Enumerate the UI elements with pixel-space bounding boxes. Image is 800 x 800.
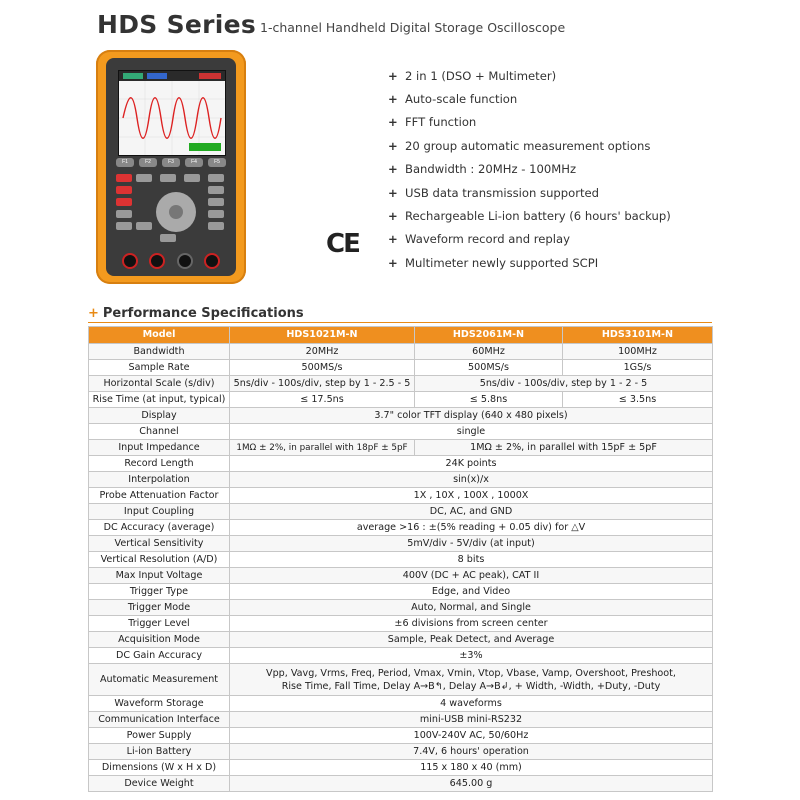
table-row (89, 600, 713, 616)
table-row (89, 440, 713, 456)
table-cell: 1MΩ ± 2%, in parallel with 18pF ± 5pF (230, 440, 415, 456)
plus-icon: + (388, 185, 398, 200)
table-cell (230, 664, 713, 696)
row-label: Trigger Level (89, 616, 230, 632)
section-heading: + Performance Specifications (88, 306, 304, 321)
plus-icon: + (388, 138, 398, 153)
table-row (89, 632, 713, 648)
table-row (89, 392, 713, 408)
row-label: Trigger Type (89, 584, 230, 600)
table-cell: 645.00 g (230, 776, 713, 792)
row-label: Power Supply (89, 728, 230, 744)
table-cell: 500MS/s (415, 360, 563, 376)
device-key (116, 186, 132, 194)
table-row (89, 776, 713, 792)
row-label: Device Weight (89, 776, 230, 792)
plus-icon: + (388, 209, 398, 224)
feature-item: + 2 in 1 (DSO + Multimeter) (388, 68, 557, 83)
row-label: Vertical Sensitivity (89, 536, 230, 552)
row-label: Input Coupling (89, 504, 230, 520)
table-row (89, 696, 713, 712)
waveform-icon (119, 81, 225, 155)
table-row (89, 552, 713, 568)
table-row (89, 616, 713, 632)
row-label: Dimensions (W x H x D) (89, 760, 230, 776)
plus-icon: + (388, 92, 398, 107)
table-row (89, 728, 713, 744)
device-key (116, 174, 132, 182)
device-key (116, 198, 132, 206)
table-cell: 8 bits (230, 552, 713, 568)
device-key (116, 222, 132, 230)
device-key (208, 174, 224, 182)
row-label: Horizontal Scale (s/div) (89, 376, 230, 392)
table-cell: 100MHz (563, 344, 713, 360)
direction-pad-icon (156, 192, 196, 232)
function-keys (116, 158, 226, 168)
row-label: Communication Interface (89, 712, 230, 728)
table-row (89, 744, 713, 760)
table-cell: ±3% (230, 648, 713, 664)
row-label: Interpolation (89, 472, 230, 488)
table-cell: 5mV/div - 5V/div (at input) (230, 536, 713, 552)
row-label: Display (89, 408, 230, 424)
table-cell: 3.7" color TFT display (640 x 480 pixels) (230, 408, 713, 424)
measurement-line-1: Vpp, Vavg, Vrms, Freq, Period, Vmax, Vmin, Vtop, Vbase, Vamp, Overshoot, Preshoot, (266, 667, 676, 679)
table-cell: 7.4V, 6 hours' operation (230, 744, 713, 760)
device-key (184, 174, 200, 182)
page-subtitle: 1-channel Handheld Digital Storage Oscilloscope (260, 20, 566, 35)
probe-jacks (116, 252, 226, 270)
table-cell: mini-USB mini-RS232 (230, 712, 713, 728)
feature-item: + Rechargeable Li-ion battery (6 hours' backup) (388, 209, 671, 224)
row-label: Automatic Measurement (89, 664, 230, 696)
row-label: Input Impedance (89, 440, 230, 456)
device-key (160, 234, 176, 242)
table-cell: ±6 divisions from screen center (230, 616, 713, 632)
feature-list (388, 64, 671, 275)
device-key (208, 198, 224, 206)
input-jack-icon (149, 253, 165, 269)
row-label: Li-ion Battery (89, 744, 230, 760)
device-key (136, 174, 152, 182)
table-cell: average >16 : ±(5% reading + 0.05 div) for △V (230, 520, 713, 536)
device-key (208, 186, 224, 194)
table-row (89, 456, 713, 472)
f1-key: F1 (116, 158, 134, 167)
page-title: HDS Series (97, 10, 257, 39)
feature-item: + Waveform record and replay (388, 232, 570, 247)
device-keypad (116, 174, 226, 244)
row-label: Vertical Resolution (A/D) (89, 552, 230, 568)
heading-divider (88, 322, 712, 323)
table-row (89, 648, 713, 664)
f5-key: F5 (208, 158, 226, 167)
input-jack-icon (177, 253, 193, 269)
table-row (89, 488, 713, 504)
table-cell: DC, AC, and GND (230, 504, 713, 520)
measurement-line-2: Rise Time, Fall Time, Delay A→B↰, Delay A→B↲, + Width, -Width, +Duty, -Duty (281, 680, 661, 692)
device-key (208, 210, 224, 218)
table-row (89, 536, 713, 552)
row-label: Probe Attenuation Factor (89, 488, 230, 504)
input-jack-icon (122, 253, 138, 269)
row-label: DC Gain Accuracy (89, 648, 230, 664)
table-row (89, 344, 713, 360)
table-cell: 24K points (230, 456, 713, 472)
ce-mark-icon: CE (326, 229, 359, 259)
table-row (89, 520, 713, 536)
row-label: Bandwidth (89, 344, 230, 360)
table-cell: 400V (DC + AC peak), CAT II (230, 568, 713, 584)
column-header: Model (89, 327, 230, 344)
table-cell: 500MS/s (230, 360, 415, 376)
table-cell: 60MHz (415, 344, 563, 360)
row-label: Channel (89, 424, 230, 440)
table-cell: ≤ 5.8ns (415, 392, 563, 408)
table-cell: 1MΩ ± 2%, in parallel with 15pF ± 5pF (415, 440, 713, 456)
table-row (89, 472, 713, 488)
table-row (89, 376, 713, 392)
table-cell: Auto, Normal, and Single (230, 600, 713, 616)
table-row (89, 424, 713, 440)
table-cell: single (230, 424, 713, 440)
device-screen (118, 70, 226, 156)
table-cell: Sample, Peak Detect, and Average (230, 632, 713, 648)
feature-item: + 20 group automatic measurement options (388, 138, 651, 153)
plus-icon: + (388, 162, 398, 177)
plus-icon: + (388, 115, 398, 130)
device-face (106, 58, 236, 276)
row-label: Sample Rate (89, 360, 230, 376)
plus-icon: + (388, 232, 398, 247)
table-cell: 1X , 10X , 100X , 1000X (230, 488, 713, 504)
table-row (89, 664, 713, 696)
feature-item: + FFT function (388, 115, 477, 130)
screen-status-bar (119, 71, 225, 81)
row-label: Waveform Storage (89, 696, 230, 712)
table-row (89, 760, 713, 776)
table-cell: 5ns/div - 100s/div, step by 1 - 2 - 5 (415, 376, 713, 392)
table-cell: sin(x)/x (230, 472, 713, 488)
input-jack-icon (204, 253, 220, 269)
f3-key: F3 (162, 158, 180, 167)
plus-icon: + (388, 68, 398, 83)
f2-key: F2 (139, 158, 157, 167)
table-cell: ≤ 17.5ns (230, 392, 415, 408)
row-label: Record Length (89, 456, 230, 472)
row-label: Rise Time (at input, typical) (89, 392, 230, 408)
column-header: HDS2061M-N (415, 327, 563, 344)
table-row (89, 568, 713, 584)
table-cell: 5ns/div - 100s/div, step by 1 - 2.5 - 5 (230, 376, 415, 392)
feature-item: + Bandwidth : 20MHz - 100MHz (388, 162, 577, 177)
column-header: HDS3101M-N (563, 327, 713, 344)
row-label: Acquisition Mode (89, 632, 230, 648)
table-row (89, 712, 713, 728)
table-cell: 115 x 180 x 40 (mm) (230, 760, 713, 776)
plus-icon: + (388, 255, 398, 270)
table-cell: 4 waveforms (230, 696, 713, 712)
table-row (89, 408, 713, 424)
device-key (136, 222, 152, 230)
table-row (89, 504, 713, 520)
table-cell: 20MHz (230, 344, 415, 360)
column-header: HDS1021M-N (230, 327, 415, 344)
device-key (208, 222, 224, 230)
table-cell: 1GS/s (563, 360, 713, 376)
f4-key: F4 (185, 158, 203, 167)
feature-item: + USB data transmission supported (388, 185, 600, 200)
feature-item: + Auto-scale function (388, 92, 518, 107)
table-cell: Edge, and Video (230, 584, 713, 600)
device-key (116, 210, 132, 218)
row-label: Max Input Voltage (89, 568, 230, 584)
row-label: DC Accuracy (average) (89, 520, 230, 536)
spec-table (88, 326, 713, 792)
table-row (89, 360, 713, 376)
table-cell: ≤ 3.5ns (563, 392, 713, 408)
row-label: Trigger Mode (89, 600, 230, 616)
table-cell: 100V-240V AC, 50/60Hz (230, 728, 713, 744)
device-key (160, 174, 176, 182)
oscilloscope-device-image (96, 50, 246, 284)
plus-icon: + (88, 306, 99, 321)
feature-item: + Multimeter newly supported SCPI (388, 255, 599, 270)
table-header-row (89, 327, 713, 344)
table-row (89, 584, 713, 600)
